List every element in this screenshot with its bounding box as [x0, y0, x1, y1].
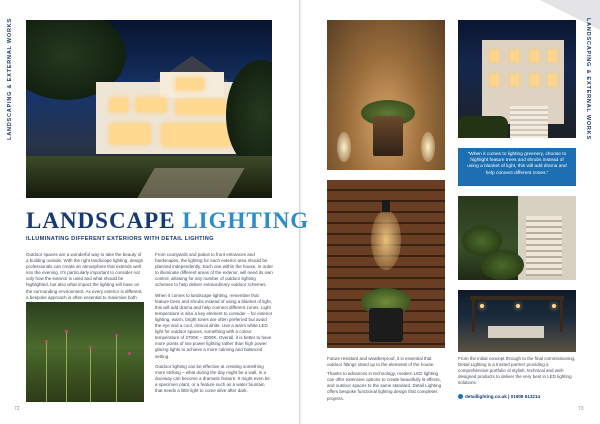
title-main: LANDSCAPE — [26, 208, 183, 233]
running-head-right: LANDSCAPING & EXTERNAL WORKS — [585, 18, 591, 140]
body-column-three — [327, 356, 445, 405]
body-column-two — [155, 252, 273, 398]
page-number-right: 73 — [578, 406, 584, 412]
phone-number: 01908 613214 — [510, 394, 541, 399]
running-head-left: LANDSCAPING & EXTERNAL WORKS — [7, 18, 13, 140]
page-number-left: 72 — [14, 406, 20, 412]
page-subtitle: ILLUMINATING DIFFERENT EXTERIORS WITH DETAIL LIGHTING — [26, 236, 214, 242]
paragraph: Thanks to advances in technology, modern LED lighting can offer extensive options to create beautifully lit effects, and outdoor spaces to the same standard. Detail Lighting offers bespoke functional lighting design that completes projects. — [327, 371, 442, 401]
paragraph: From courtyards and patios to front entrances and hardscapes, the lighting for each exterior area should be planned independently. Each one within the house, in order to illuminate different areas of the exterior, will need its own control, allowing for any number of outdoor lighting schemes to help deliver extraordinary outdoor schemes. — [155, 252, 274, 288]
stone-wall-planter-photo — [327, 20, 445, 170]
paragraph: Future resistant and weatherproof, it is essential that outdoor fittings stand up to the elements of the house. — [327, 356, 435, 368]
garden-photo — [26, 302, 144, 402]
hero-photo-house-dusk — [26, 20, 272, 198]
globe-icon — [458, 394, 463, 399]
paragraph: When it comes to landscape lighting, remember that feature trees and shrubs instead of using a blanket of light, this will add drama and help connect different zones. Light temperature is also a key element to consider – for exterior lighting, warm, bright tones are often preferred but avoid the eye and a cool, clinical white. Use a warm white LED light for outdoor spaces, something with a colour temperature of 2700K – 3000K. Overall, it is better to have more points of low power lighting rather than high power glaring lights to achieve a more calming and balanced setting. — [155, 292, 273, 359]
intro-paragraph: Outdoor spaces are a wonderful way to take the beauty of a building outside. With the right landscape lighting, design professionals can create an atmosphere that extends well into the evening. It’s particularly important to consider not only how the exterior is used and what should be highlighted, but also what impact the lighting will have on the surrounding environment. As every exterior is different, a bespoke approach is often essential to maximise both — [26, 252, 144, 300]
timber-wall-light-photo — [327, 180, 445, 348]
page-title — [26, 208, 309, 234]
paragraph: Outdoor lighting can be effective at creating something more striking – what during the day might be a wall, in a doorway can become a dramatic feature. It might even be a specimen plant, or a feature such as a water fountain that needs a little light to come alive after dark. — [155, 363, 270, 393]
website-link[interactable]: detaillighting.co.uk — [465, 394, 507, 399]
villa-facade-photo — [458, 20, 576, 138]
terrace-steps-photo — [458, 196, 576, 280]
pull-quote: “When it comes to lighting greenery, choose to highlight feature trees and shrubs instead of using a blanket of light, this will add drama and help connect different zones.” — [458, 148, 576, 186]
patio-pergola-photo — [458, 290, 576, 352]
contact-separator: | — [506, 394, 511, 399]
title-accent: LIGHTING — [182, 208, 310, 233]
body-column-four: From the initial concept through to the final commissioning, Detail Lighting is a trusted partner providing a comprehensive portfolio of stylish, technical and well-designed products to deliver the very best in LED lighting solutions. — [458, 356, 576, 386]
contact-line — [458, 394, 540, 399]
